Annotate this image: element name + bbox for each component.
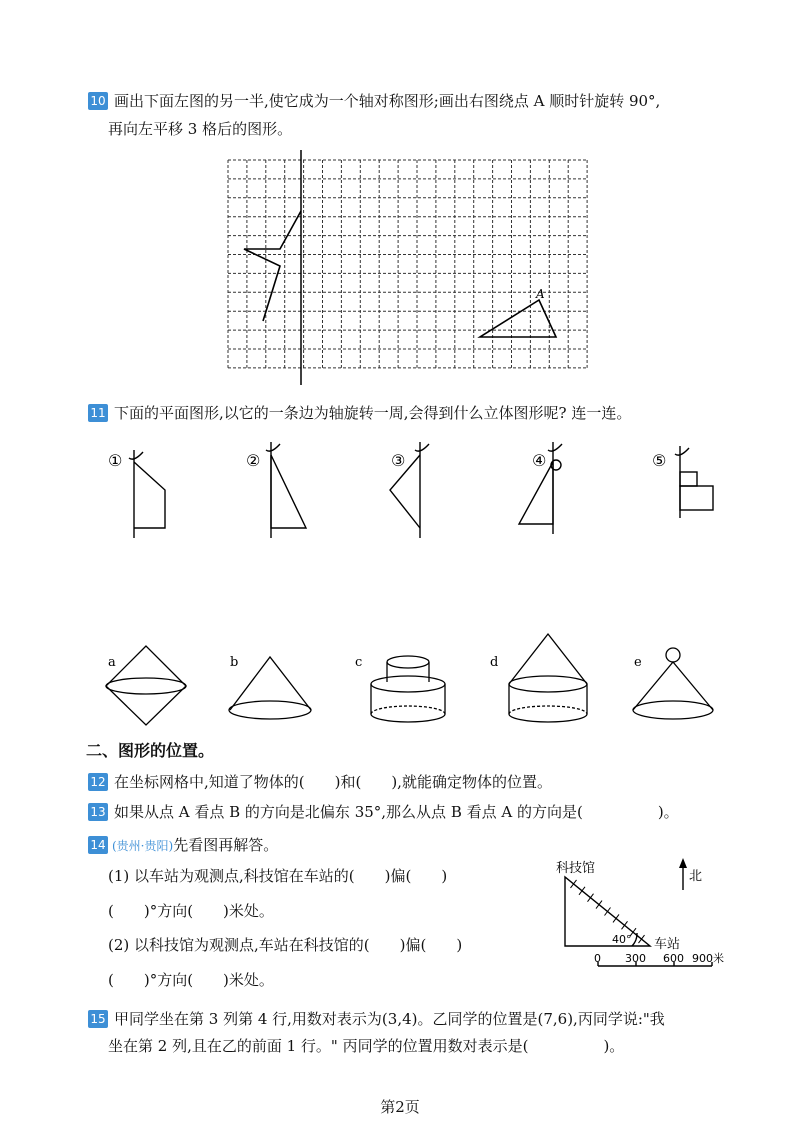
- q14-part1-line2: ( )°方向( )米处。: [108, 902, 274, 920]
- question-number-14: 14: [88, 836, 108, 854]
- point-a-label: A: [536, 287, 545, 301]
- hypotenuse-tick: [605, 908, 611, 916]
- q10-text-line1: 画出下面左图的另一半,使它成为一个轴对称图形;画出右图绕点 A 顺时针旋转 90°,: [114, 92, 661, 110]
- hypotenuse-tick: [579, 887, 585, 895]
- hypotenuse-tick: [588, 894, 594, 902]
- scale-label-600: 600: [663, 952, 684, 965]
- north-arrow-head: [679, 858, 687, 868]
- q14-text: 先看图再解答。: [173, 836, 279, 854]
- solid-label-b: b: [230, 655, 239, 670]
- hypotenuse-tick: [639, 935, 645, 943]
- shape-label-2: ②: [246, 451, 261, 470]
- scale-label-900: 900米: [692, 952, 724, 965]
- question-number-10: 10: [88, 92, 108, 110]
- hypotenuse-tick: [613, 914, 619, 922]
- q15-text-line2: 坐在第 2 列,且在乙的前面 1 行。" 丙同学的位置用数对表示是( )。: [108, 1037, 625, 1055]
- solid-label-c: c: [355, 655, 363, 670]
- solid-label-e: e: [634, 655, 642, 670]
- shape-label-4: ④: [532, 451, 547, 470]
- page-number: 第2页: [380, 1098, 420, 1116]
- q13-text: 如果从点 A 看点 B 的方向是北偏东 35°,那么从点 B 看点 A 的方向是( )。: [114, 803, 679, 821]
- hypotenuse-tick: [622, 921, 628, 929]
- question-number-12: 12: [88, 773, 108, 791]
- angle-label: 40°: [612, 933, 632, 946]
- q14-part1-line1: (1) 以车站为观测点,科技馆在车站的( )偏( ): [108, 867, 448, 885]
- q11-text: 下面的平面图形,以它的一条边为轴旋转一周,会得到什么立体图形呢? 连一连。: [114, 404, 632, 422]
- q14-region-tag: (贵州·贵阳): [112, 839, 174, 853]
- scale-label-300: 300: [625, 952, 646, 965]
- question-number-15: 15: [88, 1010, 108, 1028]
- q12-text: 在坐标网格中,知道了物体的( )和( ),就能确定物体的位置。: [114, 773, 552, 791]
- shape-label-1: ①: [108, 451, 123, 470]
- hypotenuse-tick: [596, 901, 602, 909]
- shape-label-3: ③: [391, 451, 406, 470]
- shape-label-5: ⑤: [652, 451, 667, 470]
- section-title: 二、图形的位置。: [86, 741, 215, 760]
- q15-text-line1: 甲同学坐在第 3 列第 4 行,用数对表示为(3,4)。乙同学的位置是(7,6),丙同学说:"我: [114, 1010, 665, 1028]
- solid-label-d: d: [490, 655, 499, 670]
- hypotenuse-tick: [571, 880, 577, 888]
- q10-text-line2: 再向左平移 3 格后的图形。: [108, 120, 293, 138]
- question-number-13: 13: [88, 803, 108, 821]
- station-label: 车站: [654, 937, 681, 952]
- north-label: 北: [689, 869, 703, 884]
- question-number-11: 11: [88, 404, 108, 422]
- museum-label: 科技馆: [556, 861, 596, 876]
- scale-label-0: 0: [594, 952, 601, 965]
- solid-label-a: a: [108, 655, 116, 670]
- q14-part2-line2: ( )°方向( )米处。: [108, 971, 274, 989]
- q14-part2-line1: (2) 以科技馆为观测点,车站在科技馆的( )偏( ): [108, 936, 463, 954]
